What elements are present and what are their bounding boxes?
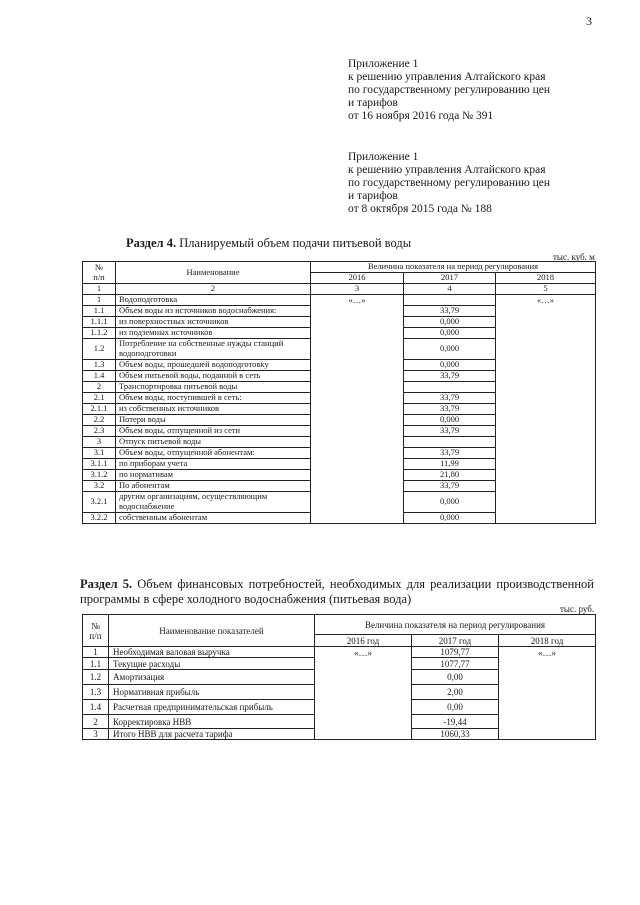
value-2016-placeholder: «…» xyxy=(311,294,404,523)
row-name: собственным абонентам xyxy=(116,512,311,523)
section4-title-label: Раздел 4. xyxy=(126,236,177,250)
value-2017: 21,80 xyxy=(404,469,496,480)
appendix-line: по государственному регулированию цен xyxy=(348,177,551,189)
row-name: Текущие расходы xyxy=(109,658,315,670)
row-number: 1.3 xyxy=(83,359,116,370)
value-2017: 33,79 xyxy=(404,425,496,436)
value-2017: 0,000 xyxy=(404,491,496,512)
header-index: 1 xyxy=(83,284,116,295)
value-2017: 1060,33 xyxy=(412,729,499,740)
row-number: 1 xyxy=(83,294,116,305)
row-number: 3 xyxy=(83,729,109,740)
row-number: 1 xyxy=(83,647,109,658)
row-number: 2 xyxy=(83,381,116,392)
row-name: Необходимая валовая выручка xyxy=(109,647,315,658)
row-number: 2.3 xyxy=(83,425,116,436)
value-2018-placeholder: «…» xyxy=(496,294,596,523)
value-2017 xyxy=(404,381,496,392)
value-2017: 1079,77 xyxy=(412,647,499,658)
row-name: Расчетная предпринимательская прибыль xyxy=(109,700,315,715)
appendix-line: от 16 ноября 2016 года № 391 xyxy=(348,110,494,122)
header-num-line1: № xyxy=(94,262,104,272)
row-number: 3.1 xyxy=(83,447,116,458)
header-year-2016: 2016 год xyxy=(315,635,412,647)
row-name: Объем питьевой воды, поданной в сеть xyxy=(116,370,311,381)
appendix-line: Приложение 1 xyxy=(348,58,419,70)
section5-title xyxy=(80,577,594,607)
row-number: 1.3 xyxy=(83,685,109,700)
section5-table xyxy=(82,614,596,740)
value-2017: 0,000 xyxy=(404,316,496,327)
row-number: 3.2.2 xyxy=(83,512,116,523)
value-2017: 33,79 xyxy=(404,305,496,316)
header-index: 4 xyxy=(404,284,496,295)
appendix-line: и тарифов xyxy=(348,97,398,109)
value-2017: 33,79 xyxy=(404,370,496,381)
appendix-header-previous xyxy=(348,151,550,216)
header-num xyxy=(83,615,109,647)
header-year-2017: 2017 xyxy=(404,273,496,284)
appendix-line: и тарифов xyxy=(348,190,398,202)
row-name: другим организациям, осуществляющим водоснабжение xyxy=(116,491,311,512)
header-year-2017: 2017 год xyxy=(412,635,499,647)
section4-title xyxy=(126,236,411,251)
value-2017: 33,79 xyxy=(404,447,496,458)
row-number: 2.1 xyxy=(83,392,116,403)
appendix-line: по государственному регулированию цен xyxy=(348,84,551,96)
section5-unit: тыс. руб. xyxy=(560,604,595,614)
appendix-header-current xyxy=(348,58,550,123)
header-index: 2 xyxy=(116,284,311,295)
header-num-line2: п/п xyxy=(93,271,105,282)
row-number: 1.4 xyxy=(83,700,109,715)
row-name: Объем воды, отпущенной абонентам: xyxy=(116,447,311,458)
row-name: По абонентам xyxy=(116,480,311,491)
value-2017: 33,79 xyxy=(404,403,496,414)
header-index: 5 xyxy=(496,284,596,295)
header-year-2018: 2018 год xyxy=(499,635,596,647)
value-2018-placeholder: «…» xyxy=(499,647,596,740)
row-name: из подземных источников xyxy=(116,327,311,338)
value-2017: -19,44 xyxy=(412,715,499,729)
header-index: 3 xyxy=(311,284,404,295)
row-number: 3.2.1 xyxy=(83,491,116,512)
value-2017 xyxy=(404,436,496,447)
header-num-line1: № xyxy=(91,620,100,631)
row-name: из поверхностных источников xyxy=(116,316,311,327)
header-num xyxy=(83,262,116,284)
value-2016-placeholder: «…» xyxy=(315,647,412,740)
table-row xyxy=(83,647,596,658)
row-number: 3.1.2 xyxy=(83,469,116,480)
section4-table-body xyxy=(83,294,596,523)
value-2017: 33,79 xyxy=(404,392,496,403)
row-name: Объем воды из источников водоснабжения: xyxy=(116,305,311,316)
row-name: Корректировка НВВ xyxy=(109,715,315,729)
row-name: Потери воды xyxy=(116,414,311,425)
section5-table-body xyxy=(83,647,596,740)
row-name: Транспортировка питьевой воды xyxy=(116,381,311,392)
row-name: Водоподготовка xyxy=(116,294,311,305)
appendix-line: от 8 октября 2015 года № 188 xyxy=(348,203,492,215)
row-number: 1.2 xyxy=(83,670,109,685)
value-2017: 2,00 xyxy=(412,685,499,700)
value-2017 xyxy=(404,294,496,305)
row-name: Потребление на собственные нужды станций водоподготовки xyxy=(116,338,311,359)
section5-title-label: Раздел 5. xyxy=(80,577,133,591)
row-name: по нормативам xyxy=(116,469,311,480)
row-number: 3 xyxy=(83,436,116,447)
section4-unit: тыс. куб. м xyxy=(553,252,595,262)
value-2017: 0,000 xyxy=(404,512,496,523)
value-2017: 0,000 xyxy=(404,338,496,359)
value-2017: 11,99 xyxy=(404,458,496,469)
row-number: 2 xyxy=(83,715,109,729)
value-2017: 0,000 xyxy=(404,414,496,425)
value-2017: 0,000 xyxy=(404,359,496,370)
row-name: Итого НВВ для расчета тарифа xyxy=(109,729,315,740)
row-number: 1.1.2 xyxy=(83,327,116,338)
row-name: Объем воды, прошедшей водоподготовку xyxy=(116,359,311,370)
section5-title-text: Объем финансовых потребностей, необходимых для реализации производственной программы в сфере холодного водоснабжения (питьевая вода) xyxy=(80,577,594,606)
header-year-2018: 2018 xyxy=(496,273,596,284)
row-number: 3.1.1 xyxy=(83,458,116,469)
row-number: 1.2 xyxy=(83,338,116,359)
row-name: Нормативная прибыль xyxy=(109,685,315,700)
row-number: 1.1.1 xyxy=(83,316,116,327)
row-name: по приборам учета xyxy=(116,458,311,469)
header-period-group: Величина показателя на период регулирования xyxy=(315,615,596,635)
row-number: 1.1 xyxy=(83,305,116,316)
row-name: Отпуск питьевой воды xyxy=(116,436,311,447)
value-2017: 0,000 xyxy=(404,327,496,338)
row-number: 3.2 xyxy=(83,480,116,491)
row-name: Объем воды, поступившей в сеть: xyxy=(116,392,311,403)
header-name: Наименование xyxy=(116,262,311,284)
value-2017: 33,79 xyxy=(404,480,496,491)
page-number: 3 xyxy=(586,14,592,28)
row-name: Амортизация xyxy=(109,670,315,685)
row-name: Объем воды, отпущенной из сети xyxy=(116,425,311,436)
row-name: из собственных источников xyxy=(116,403,311,414)
value-2017: 0,00 xyxy=(412,670,499,685)
row-number: 1.1 xyxy=(83,658,109,670)
header-name: Наименование показателей xyxy=(109,615,315,647)
section4-title-text: Планируемый объем подачи питьевой воды xyxy=(176,236,412,250)
row-number: 2.1.1 xyxy=(83,403,116,414)
appendix-line: к решению управления Алтайского края xyxy=(348,71,546,83)
appendix-line: Приложение 1 xyxy=(348,151,419,163)
header-num-line2: п/п xyxy=(89,630,102,641)
appendix-line: к решению управления Алтайского края xyxy=(348,164,546,176)
row-number: 2.2 xyxy=(83,414,116,425)
value-2017: 1077,77 xyxy=(412,658,499,670)
value-2017: 0,00 xyxy=(412,700,499,715)
row-number: 1.4 xyxy=(83,370,116,381)
header-year-2016: 2016 xyxy=(311,273,404,284)
header-period-group: Величина показателя на период регулирования xyxy=(311,262,596,273)
section4-table xyxy=(82,261,596,524)
table-row xyxy=(83,294,596,305)
